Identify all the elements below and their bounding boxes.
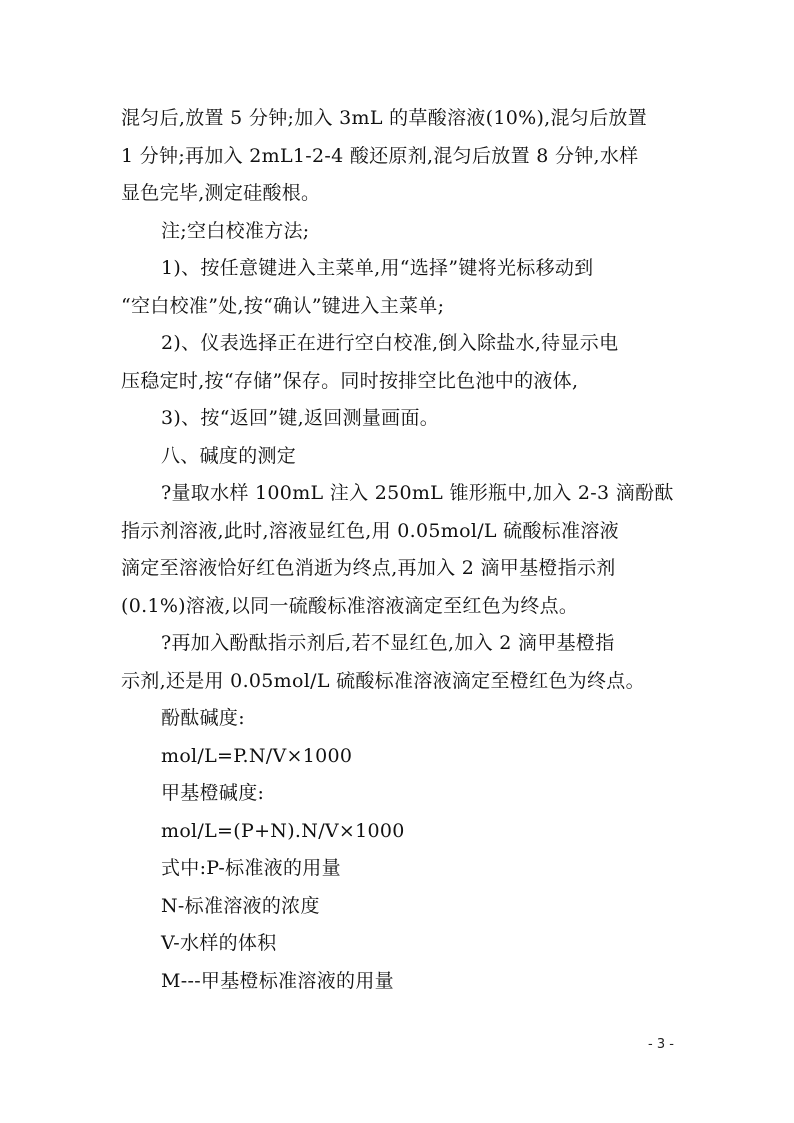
- text-line: 指示剂溶液,此时,溶液显红色,用 0.05mol/L 硫酸标准溶液: [121, 519, 619, 542]
- formula-label: 甲基橙碱度:: [161, 782, 265, 804]
- text-line: ?再加入酚酞指示剂后,若不显红色,加入 2 滴甲基橙指: [161, 632, 615, 654]
- text-line: 3)、按“返回”键,返回测量画面。: [161, 407, 440, 429]
- text-line: (0.1%)溶液,以同一硫酸标准溶液滴定至红色为终点。: [121, 594, 579, 617]
- text-line: 混匀后,放置 5 分钟;加入 3mL 的草酸溶液(10%),混匀后放置: [121, 107, 648, 129]
- legend-line: V-水样的体积: [161, 932, 277, 954]
- text-line: 1 分钟;再加入 2mL1-2-4 酸还原剂,混匀后放置 8 分钟,水样: [121, 144, 639, 167]
- section-heading: 八、碱度的测定: [161, 444, 297, 467]
- text-line: 压稳定时,按“存储”保存。同时按排空比色池中的液体,: [121, 369, 579, 392]
- document-body: [121, 100, 681, 1000]
- text-line: 1)、按任意键进入主菜单,用“选择”键将光标移动到: [161, 257, 594, 279]
- formula: mol/L=(P+N).N/V×1000: [161, 819, 405, 842]
- formula-label: 酚酞碱度:: [161, 707, 245, 729]
- formula: mol/L=P.N/V×1000: [161, 744, 353, 767]
- text-line: ?量取水样 100mL 注入 250mL 锥形瓶中,加入 2-3 滴酚酞: [161, 482, 674, 504]
- text-line: 显色完毕,测定硅酸根。: [121, 182, 321, 204]
- text-line: 滴定至溶液恰好红色消逝为终点,再加入 2 滴甲基橙指示剂: [121, 557, 616, 579]
- text-line: “空白校准”处,按“确认”键进入主菜单;: [121, 294, 445, 317]
- legend-line: N-标准溶液的浓度: [161, 894, 320, 917]
- note-heading: 注;空白校准方法;: [161, 219, 310, 242]
- text-line: 示剂,还是用 0.05mol/L 硫酸标准溶液滴定至橙红色为终点。: [121, 669, 645, 692]
- page-number: - 3 -: [648, 1037, 674, 1052]
- legend-line: 式中:P-标准液的用量: [161, 857, 341, 879]
- legend-line: M---甲基橙标准溶液的用量: [161, 969, 394, 992]
- text-line: 2)、仪表选择正在进行空白校准,倒入除盐水,待显示电: [161, 332, 619, 354]
